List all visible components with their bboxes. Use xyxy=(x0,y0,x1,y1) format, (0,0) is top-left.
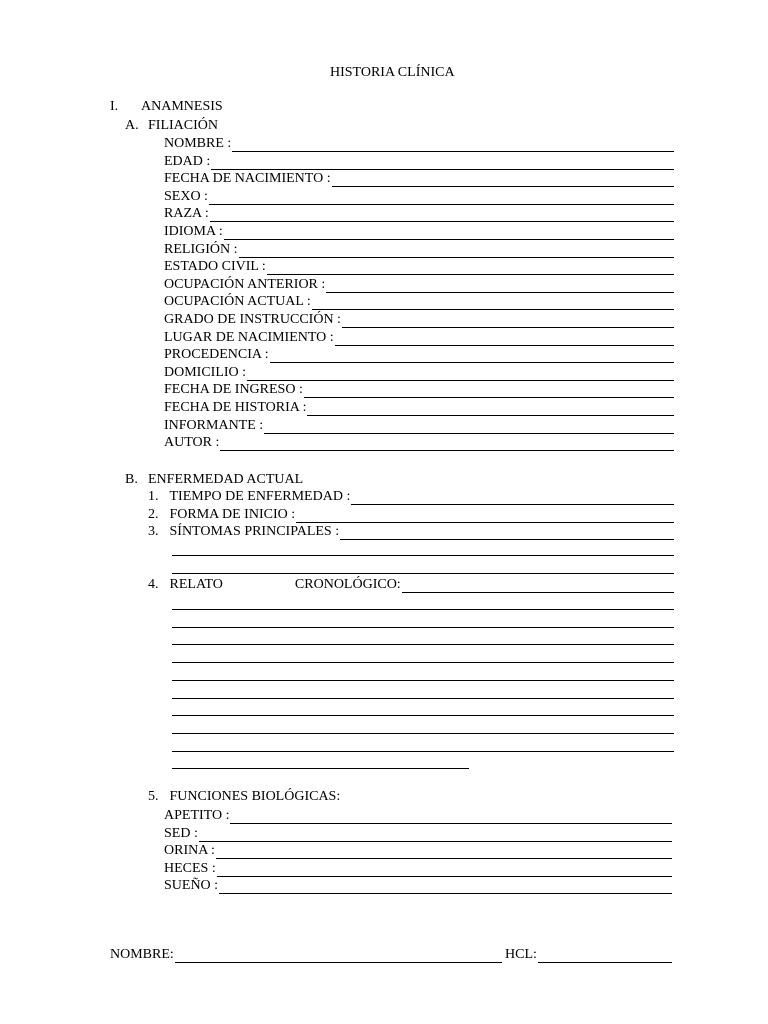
subsection-heading: ENFERMEDAD ACTUAL xyxy=(148,472,304,487)
filiacion-field[interactable] xyxy=(164,382,674,398)
writing-line[interactable] xyxy=(172,662,674,663)
bio-field[interactable] xyxy=(164,843,672,859)
writing-line[interactable] xyxy=(172,609,674,610)
filiacion-field[interactable] xyxy=(164,171,674,187)
field-line[interactable] xyxy=(335,333,674,346)
field-line[interactable] xyxy=(304,385,674,398)
filiacion-field[interactable] xyxy=(164,136,674,152)
filiacion-field[interactable] xyxy=(164,400,674,416)
field-label: EDAD : xyxy=(164,153,211,169)
field-label: RAZA : xyxy=(164,206,209,222)
writing-line[interactable] xyxy=(172,733,674,734)
footer-hcl-field[interactable] xyxy=(505,947,672,963)
field-label: HECES : xyxy=(164,860,216,876)
field-label: RELATO xyxy=(169,577,223,592)
writing-line[interactable] xyxy=(172,555,674,556)
field-label: SUEÑO : xyxy=(164,878,219,894)
field-label: SEXO : xyxy=(164,188,208,204)
section-heading: ANAMNESIS xyxy=(141,99,223,114)
filiacion-field[interactable] xyxy=(164,435,674,451)
field-label: APETITO : xyxy=(164,808,230,823)
field-line[interactable] xyxy=(210,209,674,222)
item-number: 4. xyxy=(148,577,159,592)
field-line[interactable] xyxy=(351,492,674,505)
field-label: SÍNTOMAS PRINCIPALES : xyxy=(169,524,340,539)
field-line[interactable] xyxy=(307,403,674,416)
bio-field[interactable] xyxy=(164,826,672,842)
item-number: 5. xyxy=(148,789,159,804)
writing-line-short[interactable] xyxy=(172,768,469,769)
filiacion-field[interactable] xyxy=(164,294,674,310)
field-line[interactable] xyxy=(211,157,674,170)
field-label: FECHA DE HISTORIA : xyxy=(164,400,307,415)
footer-hcl-label: HCL: xyxy=(505,947,537,962)
footer-nombre-label: NOMBRE: xyxy=(110,947,174,962)
field-line[interactable] xyxy=(232,139,674,152)
filiacion-field[interactable] xyxy=(164,154,674,170)
field-label: AUTOR : xyxy=(164,435,220,451)
field-label: TIEMPO DE ENFERMEDAD : xyxy=(169,489,351,504)
forma-inicio-field[interactable] xyxy=(148,507,674,523)
subsection-letter: A. xyxy=(125,118,139,133)
field-line[interactable] xyxy=(199,829,672,842)
subsection-letter: B. xyxy=(125,472,138,487)
filiacion-field[interactable] xyxy=(164,330,674,346)
field-label: OCUPACIÓN ACTUAL : xyxy=(164,294,311,310)
bio-field[interactable] xyxy=(164,808,672,824)
writing-line[interactable] xyxy=(172,751,674,752)
field-line[interactable] xyxy=(312,297,674,310)
bio-field[interactable] xyxy=(164,878,672,894)
footer-nombre-field[interactable] xyxy=(110,947,502,963)
filiacion-field[interactable] xyxy=(164,277,674,293)
field-line[interactable] xyxy=(296,510,674,523)
field-label: PROCEDENCIA : xyxy=(164,347,269,363)
filiacion-field[interactable] xyxy=(164,418,674,434)
field-label: FUNCIONES BIOLÓGICAS: xyxy=(169,789,341,804)
filiacion-field[interactable] xyxy=(164,206,674,222)
field-label: LUGAR DE NACIMIENTO : xyxy=(164,329,334,345)
writing-line[interactable] xyxy=(172,627,674,628)
filiacion-field[interactable] xyxy=(164,259,674,275)
relato-cronologico-field[interactable] xyxy=(148,577,674,593)
writing-line[interactable] xyxy=(172,698,674,699)
page-title: HISTORIA CLÍNICA xyxy=(330,65,455,80)
field-line[interactable] xyxy=(332,174,674,187)
tiempo-enfermedad-field[interactable] xyxy=(148,489,674,505)
filiacion-field[interactable] xyxy=(164,312,674,328)
field-line[interactable] xyxy=(402,580,674,593)
field-line[interactable] xyxy=(224,227,674,240)
filiacion-field[interactable] xyxy=(164,224,674,240)
field-line[interactable] xyxy=(209,192,674,205)
field-label: FECHA DE NACIMIENTO : xyxy=(164,171,331,187)
writing-line[interactable] xyxy=(172,644,674,645)
sintomas-field[interactable] xyxy=(148,524,674,540)
field-line[interactable] xyxy=(270,350,674,363)
field-line[interactable] xyxy=(230,811,672,824)
field-label: GRADO DE INSTRUCCIÓN : xyxy=(164,312,341,327)
field-line[interactable] xyxy=(326,280,674,293)
filiacion-field[interactable] xyxy=(164,365,674,381)
item-number: 2. xyxy=(148,507,159,522)
field-line[interactable] xyxy=(267,262,674,275)
item-number: 3. xyxy=(148,524,159,539)
writing-line[interactable] xyxy=(172,680,674,681)
field-line[interactable] xyxy=(538,950,672,963)
field-label: FECHA DE INGRESO : xyxy=(164,382,303,398)
bio-field[interactable] xyxy=(164,861,672,877)
field-line[interactable] xyxy=(217,864,672,877)
field-label: INFORMANTE : xyxy=(164,417,264,433)
writing-line[interactable] xyxy=(172,573,674,574)
field-label: CRONOLÓGICO: xyxy=(294,577,401,592)
item-number: 1. xyxy=(148,489,159,504)
field-label: ORINA : xyxy=(164,843,215,859)
field-label: OCUPACIÓN ANTERIOR : xyxy=(164,276,326,292)
field-line[interactable] xyxy=(247,368,674,381)
funciones-heading xyxy=(148,789,448,805)
filiacion-field[interactable] xyxy=(164,347,674,363)
field-line[interactable] xyxy=(340,527,674,540)
subsection-heading: FILIACIÓN xyxy=(148,118,218,133)
field-line[interactable] xyxy=(264,421,674,434)
field-label: IDIOMA : xyxy=(164,224,223,239)
field-label: FORMA DE INICIO : xyxy=(169,507,296,522)
field-label: ESTADO CIVIL : xyxy=(164,259,266,275)
field-label: RELIGIÓN : xyxy=(164,241,238,257)
filiacion-field[interactable] xyxy=(164,189,674,205)
filiacion-field[interactable] xyxy=(164,242,674,258)
field-line[interactable] xyxy=(216,846,672,859)
field-line[interactable] xyxy=(219,881,672,894)
field-label: DOMICILIO : xyxy=(164,364,247,380)
field-label: SED : xyxy=(164,825,198,841)
writing-line[interactable] xyxy=(172,715,674,716)
field-label: NOMBRE : xyxy=(164,136,232,151)
section-number: I. xyxy=(110,99,119,114)
field-line[interactable] xyxy=(342,315,674,328)
field-line[interactable] xyxy=(239,245,675,258)
field-line[interactable] xyxy=(175,950,502,963)
field-line[interactable] xyxy=(220,438,674,451)
